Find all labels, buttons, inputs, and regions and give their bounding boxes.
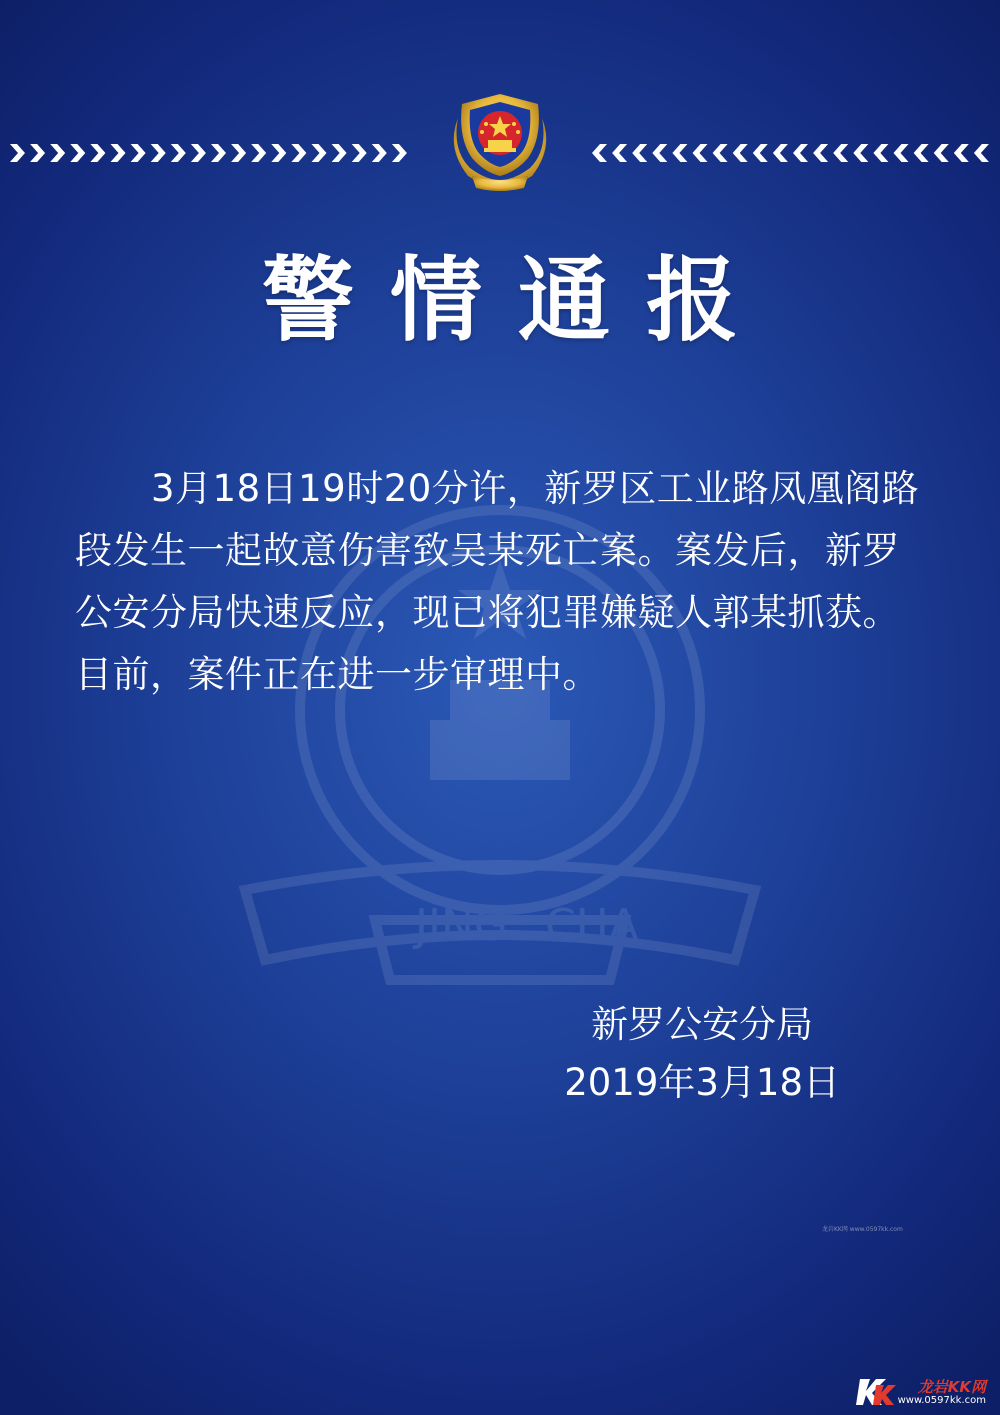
- chevron-decoration-right-icon: [590, 138, 992, 168]
- chevron-mark: [934, 144, 949, 162]
- chevron-mark: [90, 144, 105, 162]
- svg-text:JING: JING: [415, 900, 508, 951]
- site-brand: [898, 1379, 986, 1407]
- kk-logo-icon: [856, 1377, 896, 1407]
- chevron-mark: [131, 144, 146, 162]
- chevron-mark: [392, 144, 407, 162]
- notice-title: 警情通报: [261, 247, 774, 354]
- chevron-mark: [151, 144, 166, 162]
- small-site-watermark: [822, 1224, 903, 1233]
- chevron-mark: [291, 144, 306, 162]
- notice-body: 3月18日19时20分许，新罗区工业路凤凰阁路段发生一起故意伤害致吴某死亡案。案发后，新罗公安分局快速反应，现已将犯罪嫌疑人郭某抓获。目前，案件正在进一步审理中。: [75, 467, 920, 696]
- chevron-mark: [914, 144, 929, 162]
- signature-block: [564, 996, 840, 1112]
- chevron-mark: [271, 144, 286, 162]
- site-brand-url: www.0597kk.com: [897, 1395, 986, 1406]
- small-site-url: www.0597kk.com: [849, 1226, 903, 1233]
- small-site-name: 龙岩KK网: [822, 1226, 848, 1233]
- chevron-mark: [833, 144, 848, 162]
- chevron-mark: [70, 144, 85, 162]
- chevron-mark: [352, 144, 367, 162]
- chevron-decoration-left-icon: [8, 138, 410, 168]
- chevron-mark: [312, 144, 327, 162]
- site-brand-name: 龙岩KK网: [917, 1378, 986, 1396]
- chevron-mark: [693, 144, 708, 162]
- chevron-mark: [10, 144, 25, 162]
- chevron-mark: [873, 144, 888, 162]
- chevron-mark: [191, 144, 206, 162]
- chevron-mark: [30, 144, 45, 162]
- chevron-mark: [894, 144, 909, 162]
- chevron-mark: [251, 144, 266, 162]
- chevron-mark: [652, 144, 667, 162]
- chevron-mark: [713, 144, 728, 162]
- chevron-mark: [733, 144, 748, 162]
- chevron-mark: [954, 144, 969, 162]
- chevron-mark: [632, 144, 647, 162]
- chevron-mark: [211, 144, 226, 162]
- site-watermark-logo: [856, 1373, 986, 1407]
- chevron-mark: [773, 144, 788, 162]
- chevron-mark: [753, 144, 768, 162]
- police-badge-icon: [438, 88, 562, 196]
- chevron-mark: [672, 144, 687, 162]
- chevron-mark: [974, 144, 989, 162]
- chevron-mark: [612, 144, 627, 162]
- chevron-mark: [853, 144, 868, 162]
- chevron-mark: [231, 144, 246, 162]
- chevron-mark: [50, 144, 65, 162]
- chevron-mark: [372, 144, 387, 162]
- chevron-mark: [171, 144, 186, 162]
- chevron-mark: [111, 144, 126, 162]
- issue-date: 2019年3月18日: [564, 1061, 840, 1104]
- chevron-mark: [793, 144, 808, 162]
- chevron-mark: [813, 144, 828, 162]
- chevron-mark: [592, 144, 607, 162]
- svg-text:CHA: CHA: [545, 900, 639, 951]
- issuer-name: 新罗公安分局: [591, 1003, 814, 1046]
- chevron-mark: [332, 144, 347, 162]
